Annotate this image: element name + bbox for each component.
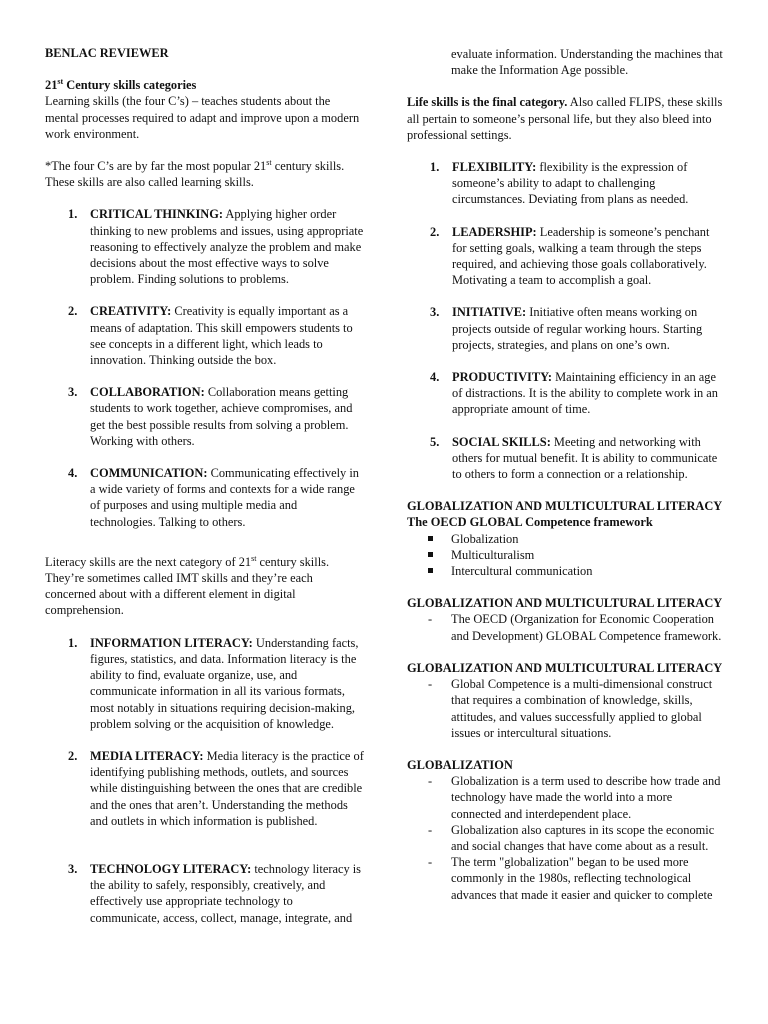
literacy-skills-intro: Literacy skills are the next category of 21st century skills. They’re sometimes called IMT skills and they’re each concerned about with a different element in digital comprehension. — [45, 553, 330, 618]
globalization-list — [407, 773, 725, 903]
oecd-bullet-list — [407, 531, 725, 580]
list-item-critical-thinking: 1. CRITICAL THINKING: Applying higher order thinking to new problems and issues, using appropriate reasoning to effectively analyze the problem and make decisions about the most effective ways to solve problem. Finding solutions to problems. — [68, 207, 364, 287]
list-item: - Globalization also captures in its scope the economic and social changes that have come about as a result. — [428, 822, 715, 853]
globalization-2-list — [407, 611, 725, 643]
list-item-productivity: 4. PRODUCTIVITY: Maintaining efficiency in an age of distractions. It is the ability to complete work in an appropriate amount of time. — [430, 370, 718, 417]
life-skills-list — [407, 159, 725, 482]
globalization-3-list — [407, 676, 725, 741]
list-item-leadership: 2. LEADERSHIP: Leadership is someone’s penchant for setting goals, walking a team through the steps required, and achieving those goals collaboratively. Motivating a team to accomplish a goal. — [430, 224, 710, 288]
list-item-social-skills: 5. SOCIAL SKILLS: Meeting and networking with others for mutual benefit. It is ability to communicate to others to form a connection or a relationship. — [430, 434, 718, 482]
square-bullet-icon — [428, 552, 433, 557]
list-item-technology-literacy: 3. TECHNOLOGY LITERACY: technology literacy is the ability to safely, responsibly, creatively, and effectively use appropriate technology to communicate, access, collect, manage, integrate, and — [68, 861, 361, 925]
list-item-communication: 4. COMMUNICATION: Communicating effectively in a wide variety of forms and contexts for a wide range of purposes and using multiple media and technologies. Talking to others. — [68, 466, 359, 529]
list-item: - Global Competence is a multi-dimensional construct that requires a combination of knowledge, skills, attitudes, and values successfully applied to global issues or intercultural situations. — [428, 677, 713, 740]
list-item-media-literacy: 2. MEDIA LITERACY: Media literacy is the practice of identifying publishing methods, outlets, and sources while distinguishing between the ones that are credible and the ones that aren’t. Understanding the methods and outlets in which information is published. — [68, 748, 364, 828]
list-item: - The OECD (Organization for Economic Cooperation and Development) GLOBAL Competence framework. — [428, 612, 722, 643]
life-skills-intro: Life skills is the final category. Also called FLIPS, these skills all pertain to someone’s personal life, but they also bleed into professional settings. — [407, 95, 723, 142]
literacy-skills-list — [45, 635, 365, 926]
list-item-flexibility: 1. FLEXIBILITY: flexibility is the expression of someone’s ability to adapt to challenging circumstances. Deviating from plans as needed. — [430, 160, 689, 207]
list-item-information-literacy: 1. INFORMATION LITERACY: Understanding facts, figures, statistics, and data. Information literacy is the ability to find, evaluate organize, use, and communicate information in all its various formats, most notably in situations requiring decision-making, problem solving or the acquisition of knowledge. — [68, 635, 359, 731]
left-column — [45, 45, 365, 926]
globalization-heading-2: GLOBALIZATION AND MULTICULTURAL LITERACY — [407, 596, 723, 611]
right-column — [407, 46, 725, 903]
list-item-collaboration: 3. COLLABORATION: Collaboration means getting students to work together, achieve compromises, and get the best possible results from solving a problem. Working with others. — [68, 385, 353, 448]
list-item-creativity: 2. CREATIVITY: Creativity is equally important as a means of adaptation. This skill empowers students to see concepts in a different light, which leads to innovation. Thinking outside the box. — [68, 304, 353, 368]
globalization-heading-1: GLOBALIZATION AND MULTICULTURAL LITERACY — [407, 499, 723, 514]
list-item: - The term "globalization" began to be used more commonly in the 1980s, reflecting technological advances that made it easier and quicker to complete — [428, 855, 713, 902]
technology-literacy-continuation: evaluate information. Understanding the machines that make the Information Age possible. — [451, 47, 723, 78]
globalization-heading: GLOBALIZATION — [407, 757, 513, 772]
oecd-framework-heading: The OECD GLOBAL Competence framework — [407, 515, 653, 530]
globalization-heading-3: GLOBALIZATION AND MULTICULTURAL LITERACY — [407, 660, 723, 675]
list-item: - Globalization is a term used to describe how trade and technology have made the world into a more connected and interdependent place. — [428, 774, 721, 821]
document-title: BENLAC REVIEWER — [45, 46, 169, 60]
list-item: Intercultural communication — [407, 563, 725, 579]
list-item: Multiculturalism — [407, 547, 725, 563]
square-bullet-icon — [428, 568, 433, 573]
four-cs-note: *The four C’s are by far the most popular 21st century skills. These skills are also called learning skills. — [45, 157, 345, 190]
learning-skills-list — [45, 206, 365, 529]
section-heading-skills-categories: 21st Century skills categories — [45, 77, 197, 93]
list-item: Globalization — [407, 531, 725, 547]
learning-skills-intro: Learning skills (the four C’s) – teaches students about the mental processes required to adapt and improve upon a modern work environment. — [45, 94, 360, 141]
square-bullet-icon — [428, 536, 433, 541]
list-item-initiative: 3. INITIATIVE: Initiative often means working on projects outside of regular working hours. Starting projects, strategies, and plans on one’s own. — [430, 305, 703, 352]
